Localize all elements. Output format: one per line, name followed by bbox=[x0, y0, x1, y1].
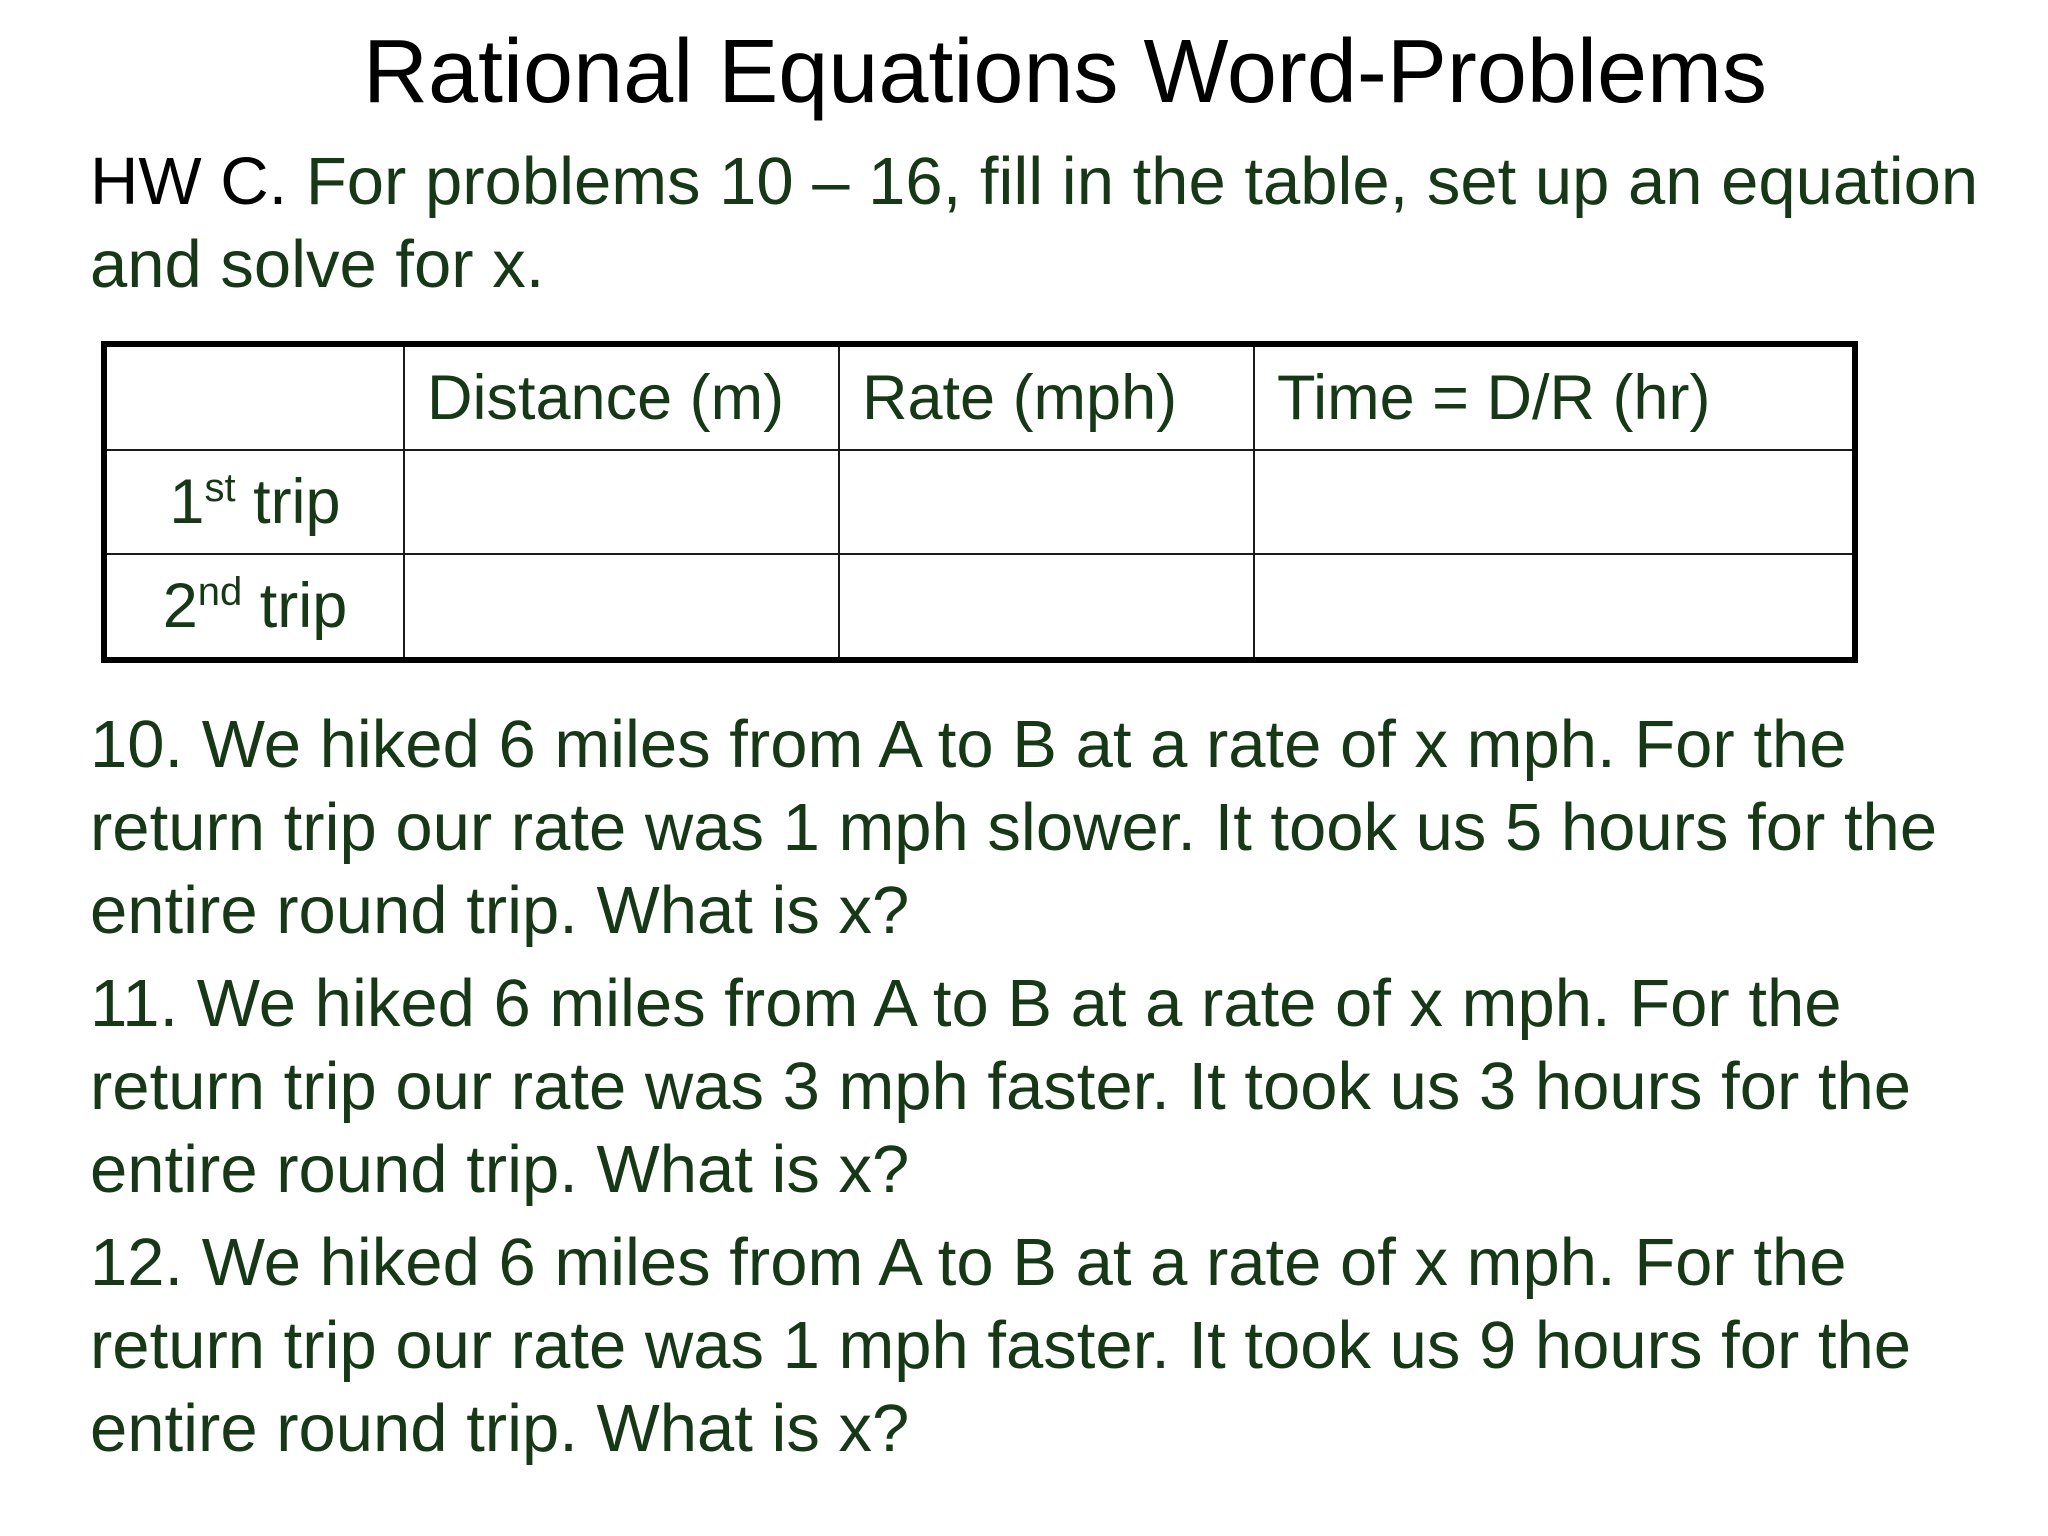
header-rate: Rate (mph) bbox=[839, 344, 1254, 450]
homework-instructions bbox=[90, 140, 1990, 306]
row-number: 2 bbox=[162, 571, 198, 641]
row-ordinal: nd bbox=[197, 570, 243, 614]
row-ordinal: st bbox=[204, 466, 236, 510]
cell-second-trip-time[interactable] bbox=[1254, 554, 1855, 660]
row-word: trip bbox=[235, 467, 341, 537]
distance-rate-time-table bbox=[101, 341, 1858, 663]
cell-second-trip-rate[interactable] bbox=[839, 554, 1254, 660]
page-title: Rational Equations Word-Problems bbox=[362, 22, 1767, 122]
header-cell-blank bbox=[104, 344, 404, 450]
row-label-first-trip bbox=[104, 450, 404, 554]
table-row-first-trip bbox=[104, 450, 1855, 554]
problem-12: 12. We hiked 6 miles from A to B at a rate of x mph. For the return trip our rate was 1 mph faster. It took us 9 hours for the entire round trip. What is x? bbox=[90, 1225, 1912, 1466]
header-time: Time = D/R (hr) bbox=[1254, 344, 1855, 450]
cell-first-trip-time[interactable] bbox=[1254, 450, 1855, 554]
problem-11: 11. We hiked 6 miles from A to B at a rate of x mph. For the return trip our rate was 3 mph faster. It took us 3 hours for the entire round trip. What is x? bbox=[90, 966, 1912, 1207]
cell-first-trip-distance[interactable] bbox=[404, 450, 839, 554]
homework-label: HW C. bbox=[90, 144, 288, 219]
row-word: trip bbox=[242, 571, 348, 641]
cell-second-trip-distance[interactable] bbox=[404, 554, 839, 660]
table-header-row bbox=[104, 344, 1855, 450]
cell-first-trip-rate[interactable] bbox=[839, 450, 1254, 554]
problem-list bbox=[90, 703, 2020, 1480]
row-number: 1 bbox=[169, 467, 205, 537]
instructions-text: For problems 10 – 16, fill in the table, set up an equation and solve for x. bbox=[90, 144, 1979, 302]
problem-10: 10. We hiked 6 miles from A to B at a rate of x mph. For the return trip our rate was 1 mph slower. It took us 5 hours for the entire round trip. What is x? bbox=[90, 707, 1938, 948]
header-distance: Distance (m) bbox=[404, 344, 839, 450]
row-label-second-trip bbox=[104, 554, 404, 660]
table-row-second-trip bbox=[104, 554, 1855, 660]
